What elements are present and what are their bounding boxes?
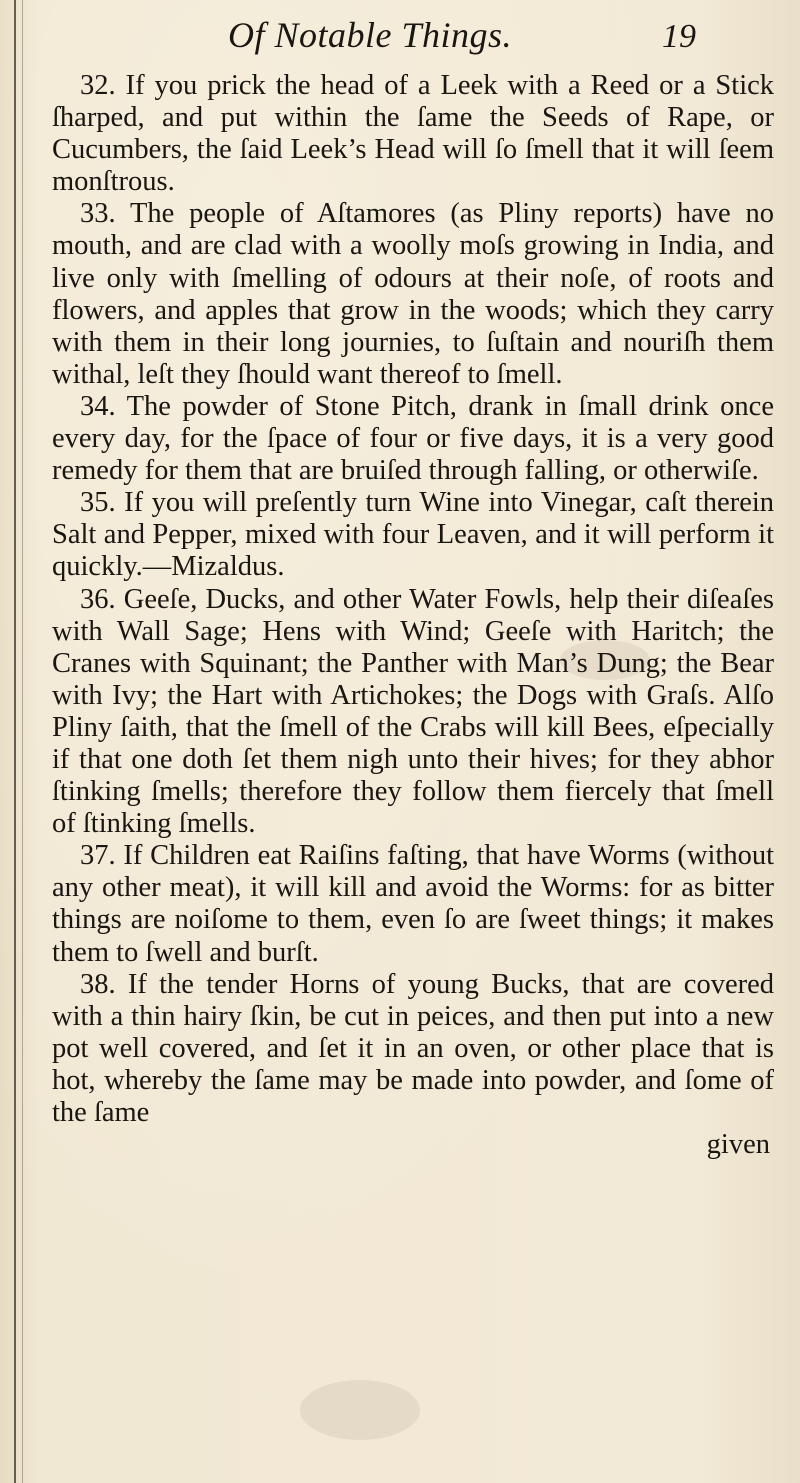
entry-33 xyxy=(52,198,774,391)
entry-text: If Children eat Raiſins faſting, that have Worms (without any other meat), it will kill and avoid the Worms: for as bitter things are noiſome to them, even ſo are ſweet things; it makes them to ſwell and burſt. xyxy=(52,840,774,968)
entry-37 xyxy=(52,840,774,968)
entry-text: Geeſe, Ducks, and other Water Fowls, help their diſeaſes with Wall Sage; Hens with Wind; Geeſe with Haritch; the Cranes with Squinant; the Panther with Man’s Dung; the Bear with Ivy; the Hart with Artichokes; the Dogs with Graſs. Alſo Pliny ſaith, that the ſmell of the Crabs will kill Bees, eſpecially if that one doth ſet them nigh unto their hives; for they abhor ſtinking ſmells; therefore they follow them fiercely that ſmell of ſtinking ſmells. xyxy=(52,583,775,840)
entry-text: The powder of Stone Pitch, drank in ſmall drink once every day, for the ſpace of four or five days, it is a very good remedy for them that are bruiſed through falling, or otherwiſe. xyxy=(52,390,774,487)
entry-text: If you will preſently turn Wine into Vinegar, caſt therein Salt and Pepper, mixed with four Leaven, and it will perform it quickly.—Mizaldus. xyxy=(52,487,775,583)
entry-35 xyxy=(52,487,774,583)
entry-number: 34. xyxy=(80,390,116,422)
page-header xyxy=(0,14,800,64)
entry-text: If you prick the head of a Leek with a Reed or a Stick ſharped, and put within the ſame the Seeds of Rape, or Cucumbers, the ſaid Leek’s Head will ſo ſmell that it will ſeem monſtrous. xyxy=(52,70,775,198)
page-number: 19 xyxy=(662,18,696,55)
catchword: given xyxy=(706,1129,770,1161)
entry-number: 32. xyxy=(80,70,116,101)
entry-38 xyxy=(52,969,774,1129)
entry-number: 36. xyxy=(80,583,116,615)
entry-text: The people of Aſtamores (as Pliny reports) have no mouth, and are clad with a woolly moſs growing in India, and live only with ſmelling of odours at their noſe, of roots and flowers, and apples that grow in the woods; which they carry with them in their long journies, to ſuſtain and nouriſh them withal, leſt they ſhould want thereof to ſmell. xyxy=(52,198,774,390)
entry-text: If the tender Horns of young Bucks, that are covered with a thin hairy ſkin, be cut in peices, and then put into a new pot well covered, and ſet it in an oven, or other place that is hot, whereby the ſame may be made into powder, and ſome of the ſame xyxy=(52,968,774,1128)
entry-34 xyxy=(52,391,774,487)
body-text xyxy=(52,70,774,1161)
running-head: Of Notable Things. xyxy=(228,15,513,55)
entry-number: 37. xyxy=(80,840,116,872)
page-edge-line xyxy=(14,0,16,1483)
entry-number: 33. xyxy=(80,198,116,230)
entry-number: 38. xyxy=(80,968,116,1000)
page-edge-line-faint xyxy=(22,0,23,1483)
catchword-line xyxy=(52,1129,774,1161)
paper-stain xyxy=(300,1380,420,1440)
entry-number: 35. xyxy=(80,487,116,519)
entry-32 xyxy=(52,70,774,198)
entry-36 xyxy=(52,584,774,841)
